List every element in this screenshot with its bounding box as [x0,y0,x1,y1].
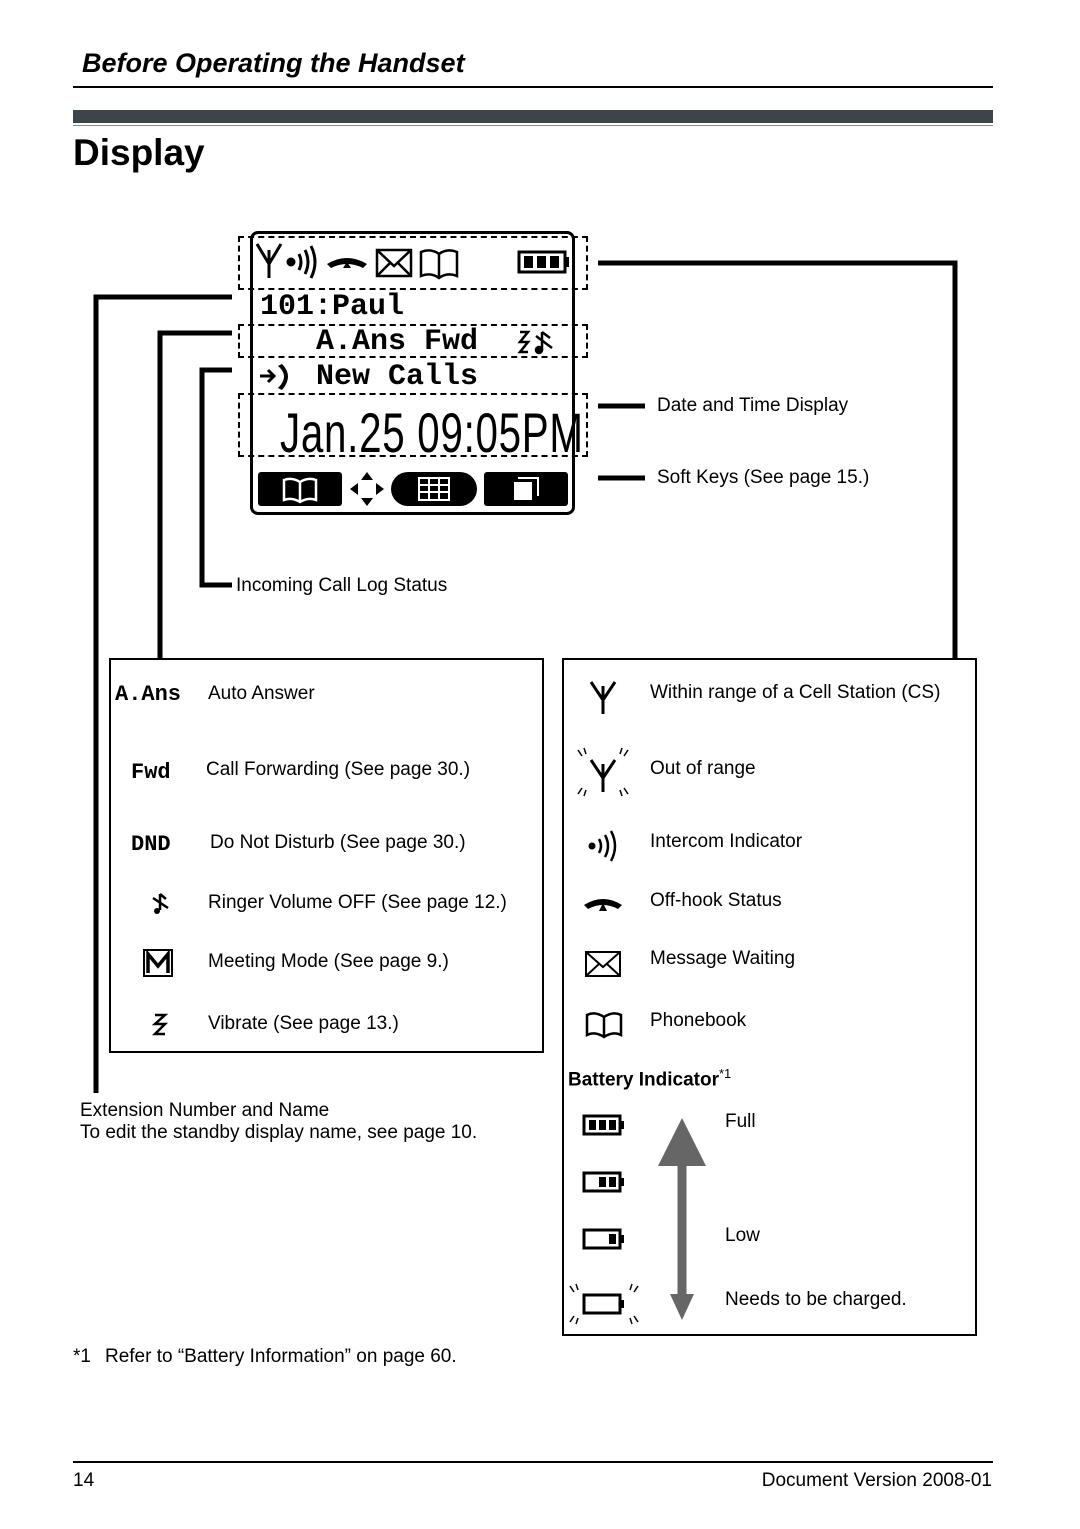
battery-charge-label: Needs to be charged. [725,1289,907,1310]
icon-row-connector [598,263,955,660]
phonebook-icon [258,472,342,506]
call-forwarding-label: Call Forwarding (See page 30.) [206,759,471,780]
meeting-mode-label: Meeting Mode (See page 9.) [208,951,449,972]
battery-full-icon [582,1114,626,1136]
softkey-window[interactable] [484,472,568,506]
softkey-phonebook[interactable] [258,472,342,506]
battery-full-label: Full [725,1111,756,1132]
lcd-date-line: Jan.25 09:05PM [280,401,584,464]
callout-extension-edit: To edit the standby display name, see page 10. [80,1122,478,1143]
battery-full-icon [519,252,569,272]
lcd-calls-line: New Calls [316,360,479,394]
callout-date-time: Date and Time Display [657,395,849,416]
document-version: Document Version 2008-01 [761,1470,992,1491]
meeting-mode-icon [143,949,173,977]
callout-extension-name: Extension Number and Name [80,1100,330,1121]
battery-heading-text: Battery Indicator [568,1069,719,1091]
footnote-mark: *1 [73,1346,91,1367]
off-hook-icon [327,258,367,268]
incoming-call-icon [258,362,294,392]
footnote-text: Refer to “Battery Information” on page 60. [104,1346,457,1367]
auto-answer-label: Auto Answer [208,683,315,704]
in-range-label: Within range of a Cell Station (CS) [650,682,941,703]
callout-incoming-log: Incoming Call Log Status [236,575,448,596]
battery-two-thirds-icon [582,1171,626,1193]
battery-empty-blinking-icon [568,1284,640,1324]
menu-grid-icon [391,472,477,506]
lcd-status-icons [516,328,556,356]
section-title: Before Operating the Handset [82,48,465,78]
off-hook-icon [582,893,624,917]
antenna-icon [257,244,281,278]
phonebook-label: Phonebook [650,1010,747,1031]
ringer-off-icon [150,892,170,916]
footnote [73,1346,457,1368]
call-forwarding-code: Fwd [131,760,171,785]
window-icon [484,472,568,506]
do-not-disturb-code: DND [131,832,171,857]
callout-soft-keys: Soft Keys (See page 15.) [657,467,870,488]
lcd-extension-line: 101:Paul [260,290,405,324]
ringer-off-icon [536,332,552,353]
out-of-range-icon [576,748,630,796]
antenna-icon [588,678,618,716]
softkey-menu[interactable] [391,472,477,506]
auto-answer-code: A.Ans [115,682,182,707]
lcd-status-line: A.Ans Fwd [316,325,479,359]
message-icon [585,950,621,978]
off-hook-label: Off-hook Status [650,890,782,911]
incoming-log-connector [202,370,232,585]
message-icon [377,250,411,276]
footer-rule [73,1461,993,1463]
page-heading: Display [73,132,205,173]
status-legend [109,658,544,1053]
battery-heading [568,1066,731,1091]
battery-footnote-mark: *1 [718,1066,732,1081]
do-not-disturb-label: Do Not Disturb (See page 30.) [210,832,466,853]
battery-low-icon [582,1228,626,1250]
battery-low-label: Low [725,1225,760,1246]
navigation-icon[interactable] [348,470,386,508]
phonebook-icon [421,250,457,278]
ringer-off-label: Ringer Volume OFF (See page 12.) [208,892,507,913]
vibrate-label: Vibrate (See page 13.) [208,1013,399,1034]
page-number: 14 [73,1470,95,1491]
vibrate-icon [520,332,528,352]
vibrate-icon [152,1012,170,1038]
intercom-icon [288,246,315,278]
intercom-icon [586,830,622,862]
out-of-range-label: Out of range [650,758,756,779]
lcd-icon-row [255,240,575,286]
message-waiting-label: Message Waiting [650,948,796,969]
status-connector [160,333,232,660]
battery-level-arrow [655,1118,709,1320]
intercom-label: Intercom Indicator [650,831,803,852]
phonebook-icon [585,1010,623,1038]
